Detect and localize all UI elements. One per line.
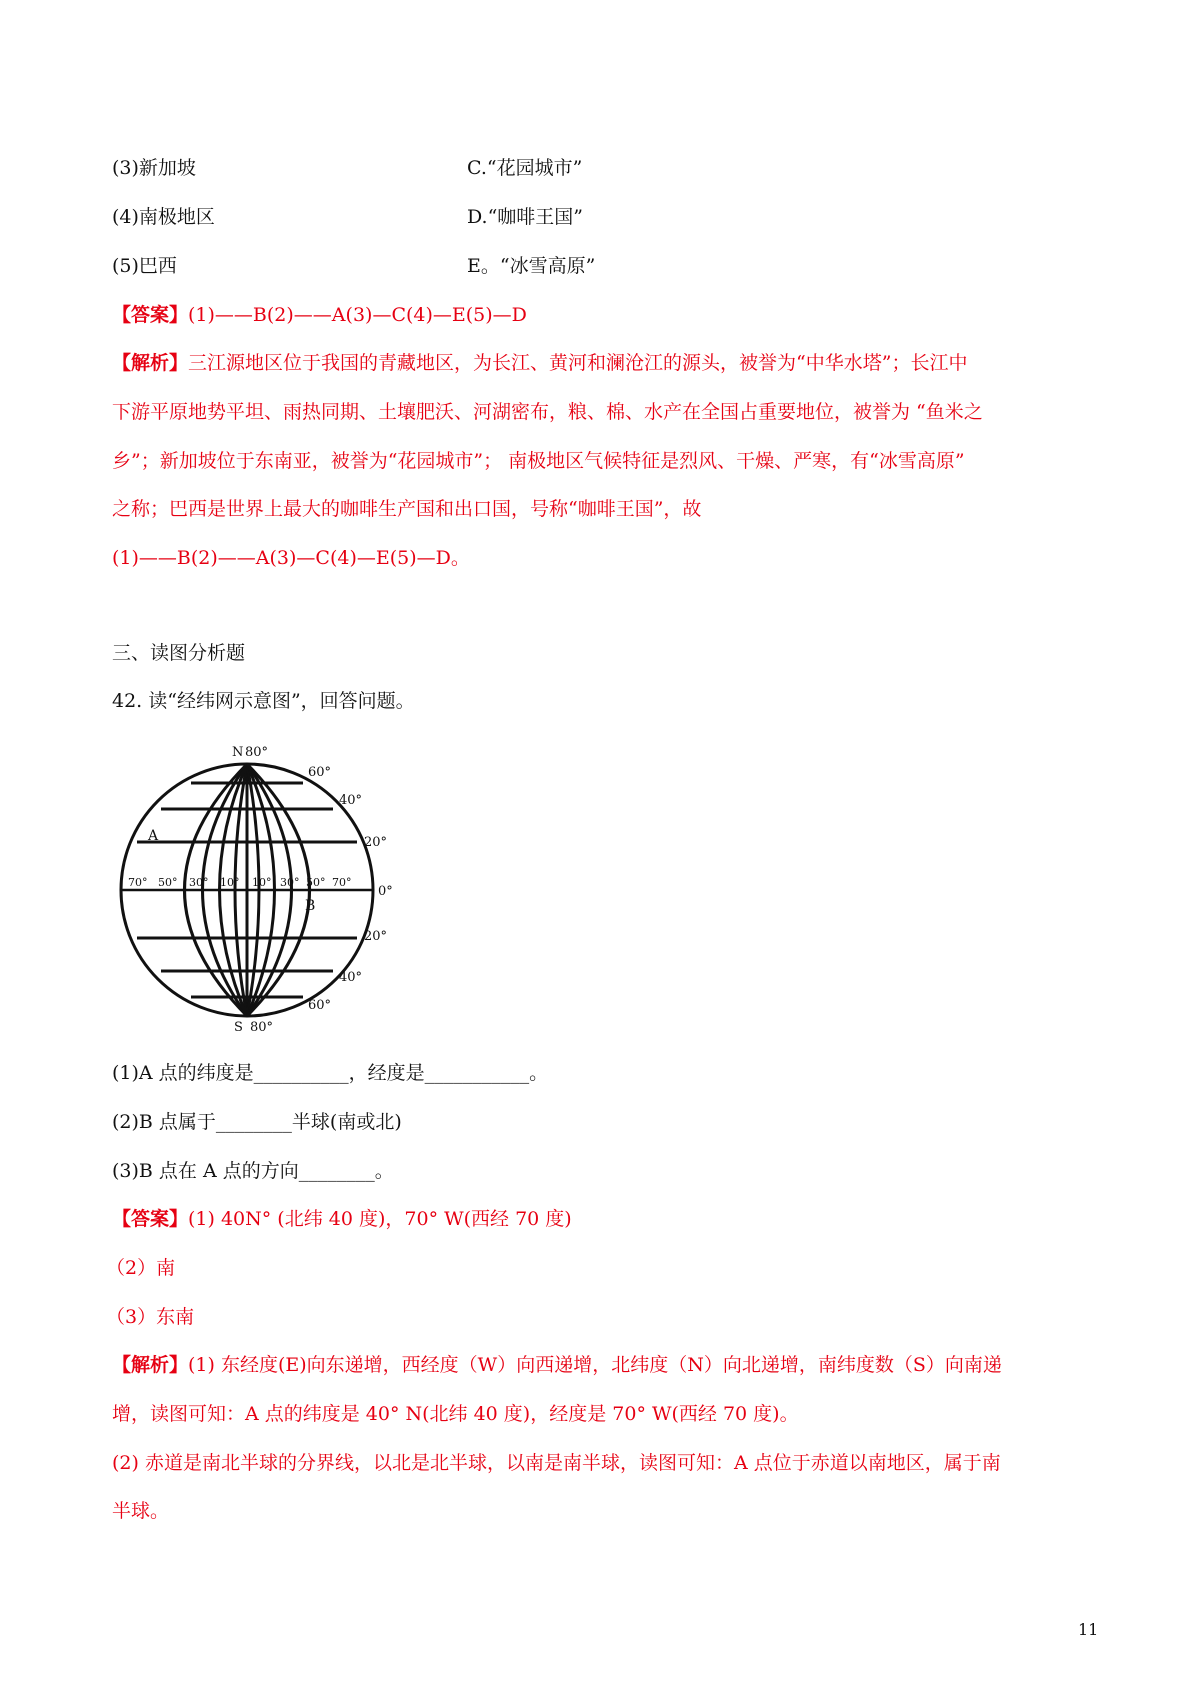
analysis-42-line: (2) 赤道是南北半球的分界线，以北是北半球，以南是南半球，读图可知：A 点位于赤道以南地区，属于南	[112, 1452, 1001, 1474]
lat-label-80s: 80°	[250, 1020, 274, 1035]
question-42-stem: 42. 读“经纬网示意图”，回答问题。	[112, 690, 415, 712]
match-right: D.“咖啡王国”	[467, 206, 584, 228]
globe-svg	[112, 740, 412, 1040]
point-b-label: B	[305, 898, 316, 914]
analysis-42-line: 增，读图可知：A 点的纬度是 40° N(北纬 40 度)，经度是 70° W(西经 70 度)。	[112, 1403, 799, 1425]
match-row	[112, 155, 583, 181]
lon-label: 50°	[306, 876, 326, 889]
lon-label: 70°	[128, 876, 148, 889]
lat-label-20n: 20°	[364, 835, 388, 850]
graticule-diagram	[112, 740, 412, 1040]
answer-tag: 【答案】	[112, 1208, 189, 1230]
match-row	[112, 253, 596, 279]
lat-label-40s: 40°	[339, 970, 363, 985]
lon-label: 50°	[158, 876, 178, 889]
answer-41	[112, 302, 527, 328]
lat-label-80n: 80°	[245, 745, 269, 760]
match-left: (4)南极地区	[112, 206, 215, 228]
section-title: 三、读图分析题	[112, 642, 246, 664]
analysis-41-line: 乡”；新加坡位于东南亚，被誉为“花园城市”； 南极地区气候特征是烈风、干燥、严寒，有“冰雪高原”	[112, 450, 965, 472]
lon-label: 70°	[332, 876, 352, 889]
lat-label-40n: 40°	[339, 793, 363, 808]
answer-text: (1) 40N° (北纬 40 度)，70° W(西经 70 度)	[188, 1208, 572, 1230]
equator-label: 0°	[378, 884, 393, 899]
analysis-tag: 【解析】	[112, 352, 189, 374]
analysis-41-line: (1)——B(2)——A(3)—C(4)—E(5)—D。	[112, 547, 470, 569]
sub-question: (2)B 点属于________半球(南或北)	[112, 1111, 402, 1133]
pole-s-label: S	[234, 1020, 243, 1035]
analysis-text: (1) 东经度(E)向东递增，西经度（W）向西递增，北纬度（N）向北递增，南纬度数（S）向南递	[188, 1354, 1002, 1376]
match-left: (5)巴西	[112, 255, 177, 277]
analysis-41-line: 之称；巴西是世界上最大的咖啡生产国和出口国，号称“咖啡王国”，故	[112, 498, 702, 520]
analysis-text: 三江源地区位于我国的青藏地区，为长江、黄河和澜沧江的源头，被誉为“中华水塔”；长江中	[188, 352, 968, 374]
match-right: E。“冰雪高原”	[467, 255, 596, 277]
lon-label: 30°	[280, 876, 300, 889]
match-left: (3)新加坡	[112, 157, 196, 179]
pole-n-label: N	[232, 745, 244, 760]
answer-42	[112, 1206, 572, 1232]
analysis-42-line: 半球。	[112, 1500, 170, 1522]
lat-label-60s: 60°	[308, 998, 332, 1013]
analysis-tag: 【解析】	[112, 1354, 189, 1376]
match-row	[112, 204, 584, 230]
answer-42-line: （3）东南	[106, 1306, 195, 1328]
answer-tag: 【答案】	[112, 304, 189, 326]
analysis-41-line: 下游平原地势平坦、雨热同期、土壤肥沃、河湖密布，粮、棉、水产在全国占重要地位，被誉为 “鱼米之	[112, 401, 983, 423]
analysis-41-line	[112, 350, 967, 376]
answer-42-line: （2）南	[106, 1257, 176, 1279]
lat-label-60n: 60°	[308, 765, 332, 780]
lon-label: 10°	[252, 876, 272, 889]
sub-question: (1)A 点的纬度是__________，经度是___________。	[112, 1062, 549, 1084]
lat-label-20s: 20°	[364, 929, 388, 944]
point-a-label: A	[148, 828, 159, 844]
sub-question: (3)B 点在 A 点的方向________。	[112, 1160, 394, 1182]
answer-text: (1)——B(2)——A(3)—C(4)—E(5)—D	[188, 304, 527, 326]
lon-label: 30°	[189, 876, 209, 889]
lon-label: 10°	[220, 876, 240, 889]
analysis-42-line	[112, 1352, 1002, 1378]
match-right: C.“花园城市”	[467, 157, 583, 179]
page-number: 11	[1078, 1620, 1099, 1639]
